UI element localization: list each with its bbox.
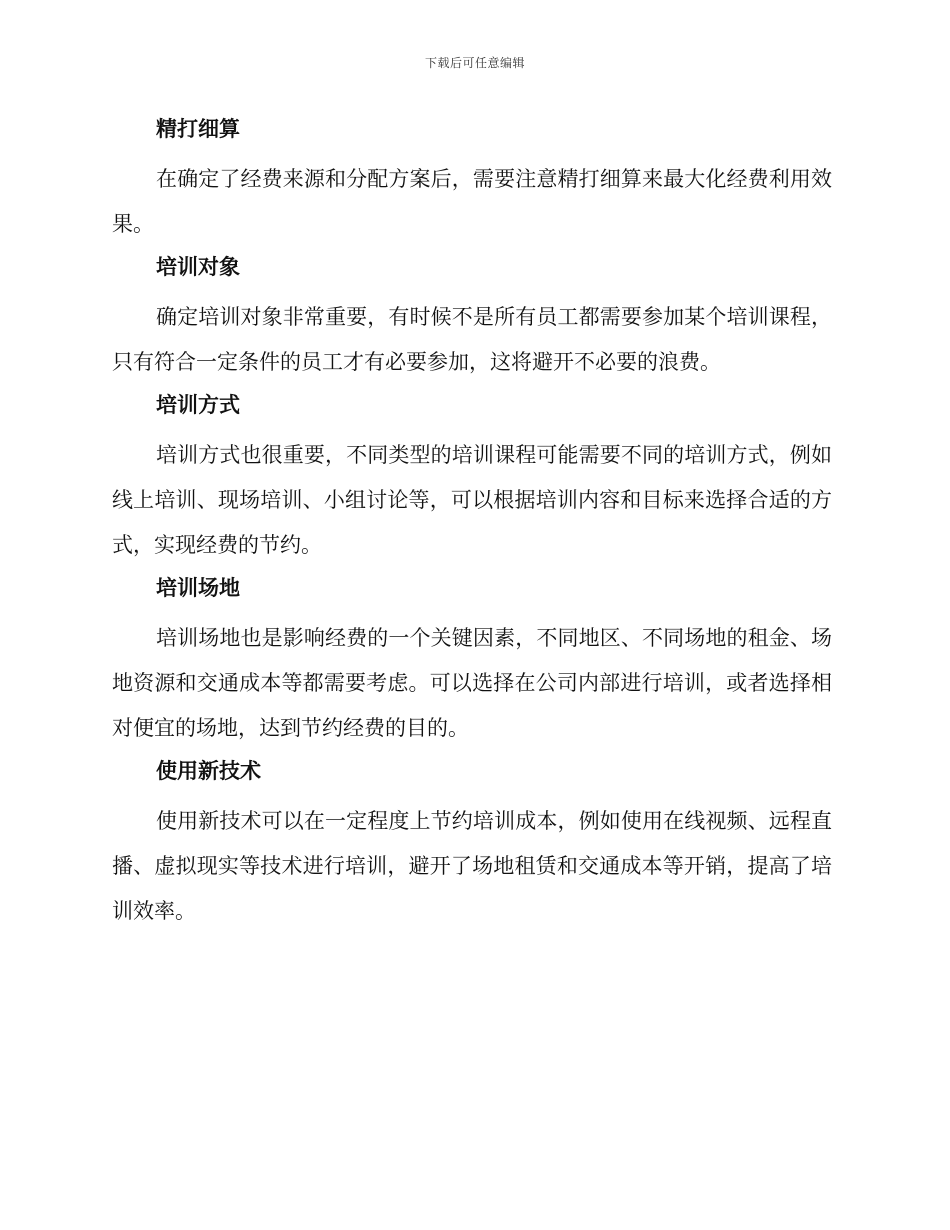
section-training-target bbox=[112, 250, 832, 385]
section-heading: 培训场地 bbox=[156, 576, 240, 600]
section-training-venue bbox=[112, 571, 832, 751]
header-note: 下载后可任意编辑 bbox=[424, 56, 525, 70]
section-paragraph: 确定培训对象非常重要，有时候不是所有员工都需要参加某个培训课程，只有符合一定条件的员工才有必要参加，这将避开不必要的浪费。 bbox=[112, 305, 832, 374]
section-paragraph: 培训方式也很重要，不同类型的培训课程可能需要不同的培训方式，例如线上培训、现场培训、小组讨论等，可以根据培训内容和目标来选择合适的方式，实现经费的节约。 bbox=[112, 443, 832, 557]
section-paragraph: 使用新技术可以在一定程度上节约培训成本，例如使用在线视频、远程直播、虚拟现实等技术进行培训，避开了场地租赁和交通成本等开销，提高了培训效率。 bbox=[112, 809, 832, 923]
section-heading: 培训方式 bbox=[156, 393, 240, 417]
section-new-technology bbox=[112, 754, 832, 934]
section-paragraph: 培训场地也是影响经费的一个关键因素，不同地区、不同场地的租金、场地资源和交通成本等都需要考虑。可以选择在公司内部进行培训，或者选择相对便宜的场地，达到节约经费的目的。 bbox=[112, 626, 832, 740]
section-heading: 使用新技术 bbox=[156, 759, 261, 783]
document-body bbox=[112, 112, 832, 937]
section-training-method bbox=[112, 388, 832, 568]
section-heading: 培训对象 bbox=[156, 255, 240, 279]
section-heading: 精打细算 bbox=[156, 117, 240, 141]
section-budgeting bbox=[112, 112, 832, 247]
section-paragraph: 在确定了经费来源和分配方案后，需要注意精打细算来最大化经费利用效果。 bbox=[112, 167, 832, 236]
